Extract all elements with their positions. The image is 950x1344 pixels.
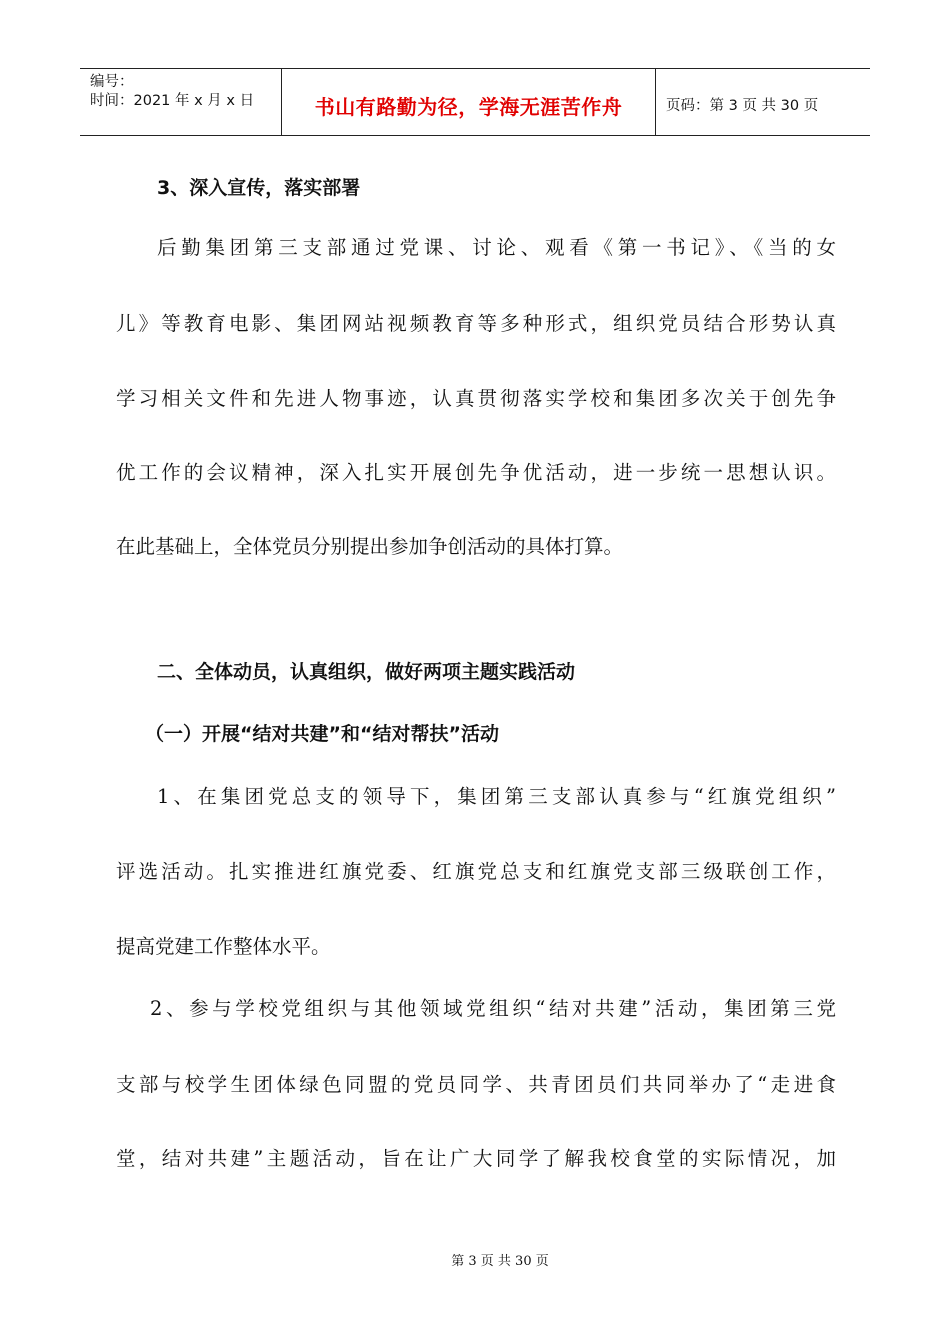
footer-page-number: 第 3 页 共 30 页 (451, 1254, 549, 1269)
header-page-info: 页码：第 3 页 共 30 页 (666, 97, 819, 114)
heading-3: 3、深入宣传，落实部署 (157, 177, 361, 199)
paragraph-line: 支部与校学生团体绿色同盟的党员同学、共青团员们共同举办了“走进食 (116, 1073, 836, 1096)
time-label: 时间：2021 年 x 月 x 日 (90, 93, 255, 109)
page-footer (0, 1250, 950, 1269)
subsection-heading: （一）开展“结对共建”和“结对帮扶”活动 (145, 723, 499, 745)
paragraph-line: 提高党建工作整体水平。 (116, 935, 331, 958)
paragraph-line: 后勤集团第三支部通过党课、讨论、观看《第一书记》、《当的女 (157, 236, 836, 259)
paragraph-line: 2、参与学校党组织与其他领域党组织“结对共建”活动，集团第三党 (150, 997, 836, 1020)
paragraph-line: 堂，结对共建”主题活动，旨在让广大同学了解我校食堂的实际情况，加 (116, 1147, 836, 1170)
paragraph-line: 1、在集团党总支的领导下，集团第三支部认真参与“红旗党组织” (157, 785, 836, 808)
paragraph-line: 学习相关文件和先进人物事迹，认真贯彻落实学校和集团多次关于创先争 (116, 387, 836, 410)
number-label: 编号： (90, 74, 134, 90)
section-heading: 二、全体动员，认真组织，做好两项主题实践活动 (157, 661, 576, 683)
header-meta-cell (80, 69, 282, 135)
paragraph-line: 在此基础上，全体党员分别提出参加争创活动的具体打算。 (116, 535, 624, 558)
paragraph-line: 优工作的会议精神，深入扎实开展创先争优活动，进一步统一思想认识。 (116, 461, 836, 484)
paragraph-line: 儿》等教育电影、集团网站视频教育等多种形式，组织党员结合形势认真 (116, 312, 836, 335)
paragraph-line: 评选活动。扎实推进红旗党委、红旗党总支和红旗党支部三级联创工作， (116, 860, 836, 883)
header-motto: 书山有路勤为径，学海无涯苦作舟 (282, 69, 656, 135)
document-header (80, 68, 870, 136)
